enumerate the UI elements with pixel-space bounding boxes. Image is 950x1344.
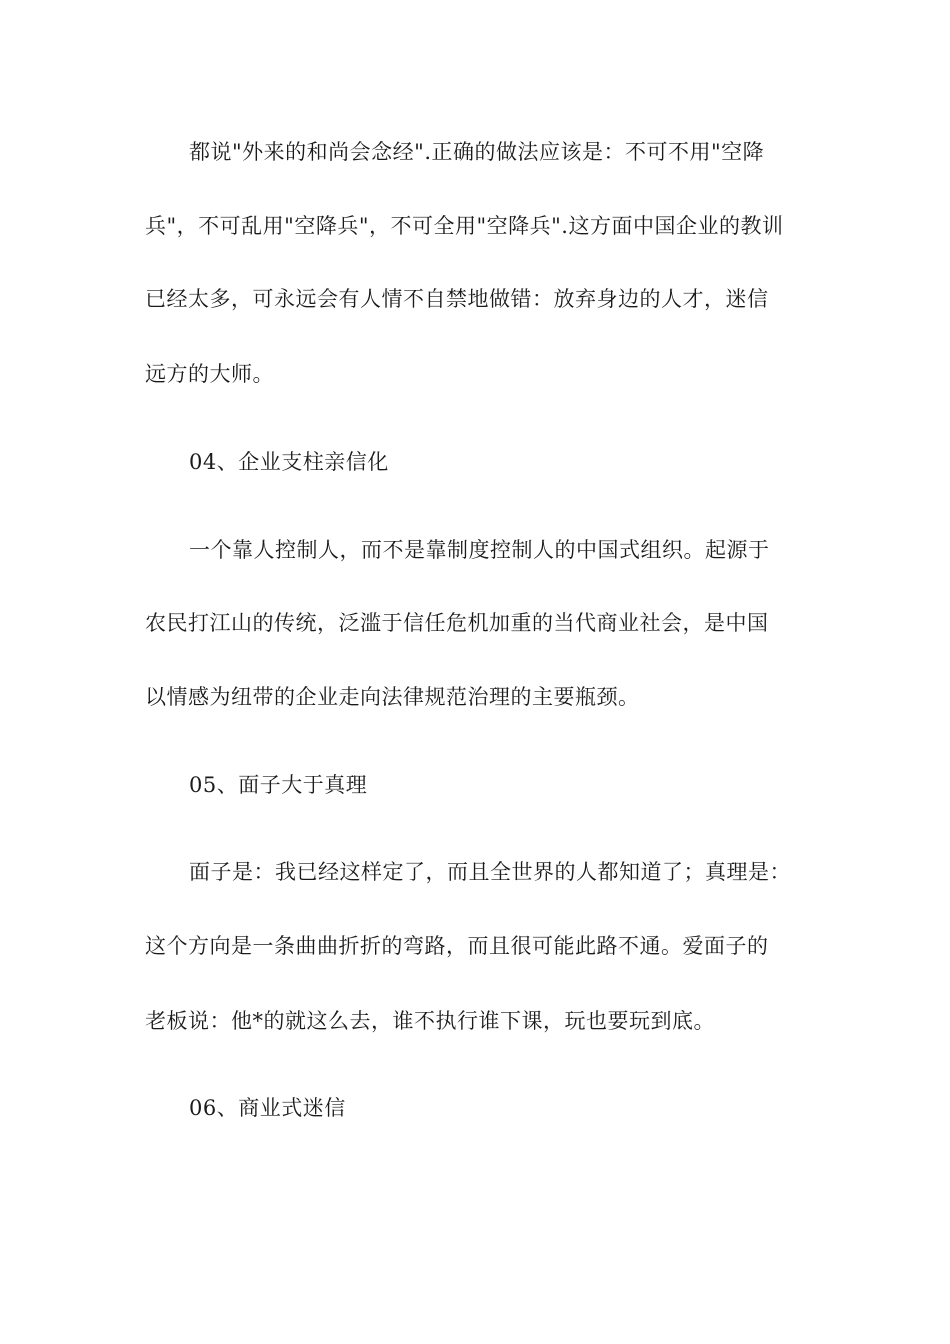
paragraph-05-line-1: 面子是：我已经这样定了，而且全世界的人都知道了；真理是： [189, 860, 791, 884]
paragraph-03-line-2: 兵"，不可乱用"空降兵"，不可全用"空降兵".这方面中国企业的教训 [145, 214, 784, 238]
paragraph-04-line-3: 以情感为纽带的企业走向法律规范治理的主要瓶颈。 [145, 685, 640, 709]
section-heading-05: 05、面子大于真理 [189, 773, 368, 797]
paragraph-03-line-3: 已经太多，可永远会有人情不自禁地做错：放弃身边的人才，迷信 [145, 287, 769, 311]
paragraph-03-line-4: 远方的大师。 [145, 362, 274, 386]
section-heading-04: 04、企业支柱亲信化 [189, 450, 389, 474]
paragraph-03-line-1: 都说"外来的和尚会念经".正确的做法应该是：不可不用"空降 [189, 140, 765, 164]
paragraph-04-line-2: 农民打江山的传统，泛滥于信任危机加重的当代商业社会，是中国 [145, 611, 769, 635]
paragraph-05-line-3: 老板说：他*的就这么去，谁不执行谁下课，玩也要玩到底。 [145, 1009, 715, 1033]
paragraph-04-line-1: 一个靠人控制人，而不是靠制度控制人的中国式组织。起源于 [189, 538, 770, 562]
paragraph-05-line-2: 这个方向是一条曲曲折折的弯路，而且很可能此路不通。爱面子的 [145, 934, 769, 958]
section-heading-06: 06、商业式迷信 [189, 1096, 346, 1120]
